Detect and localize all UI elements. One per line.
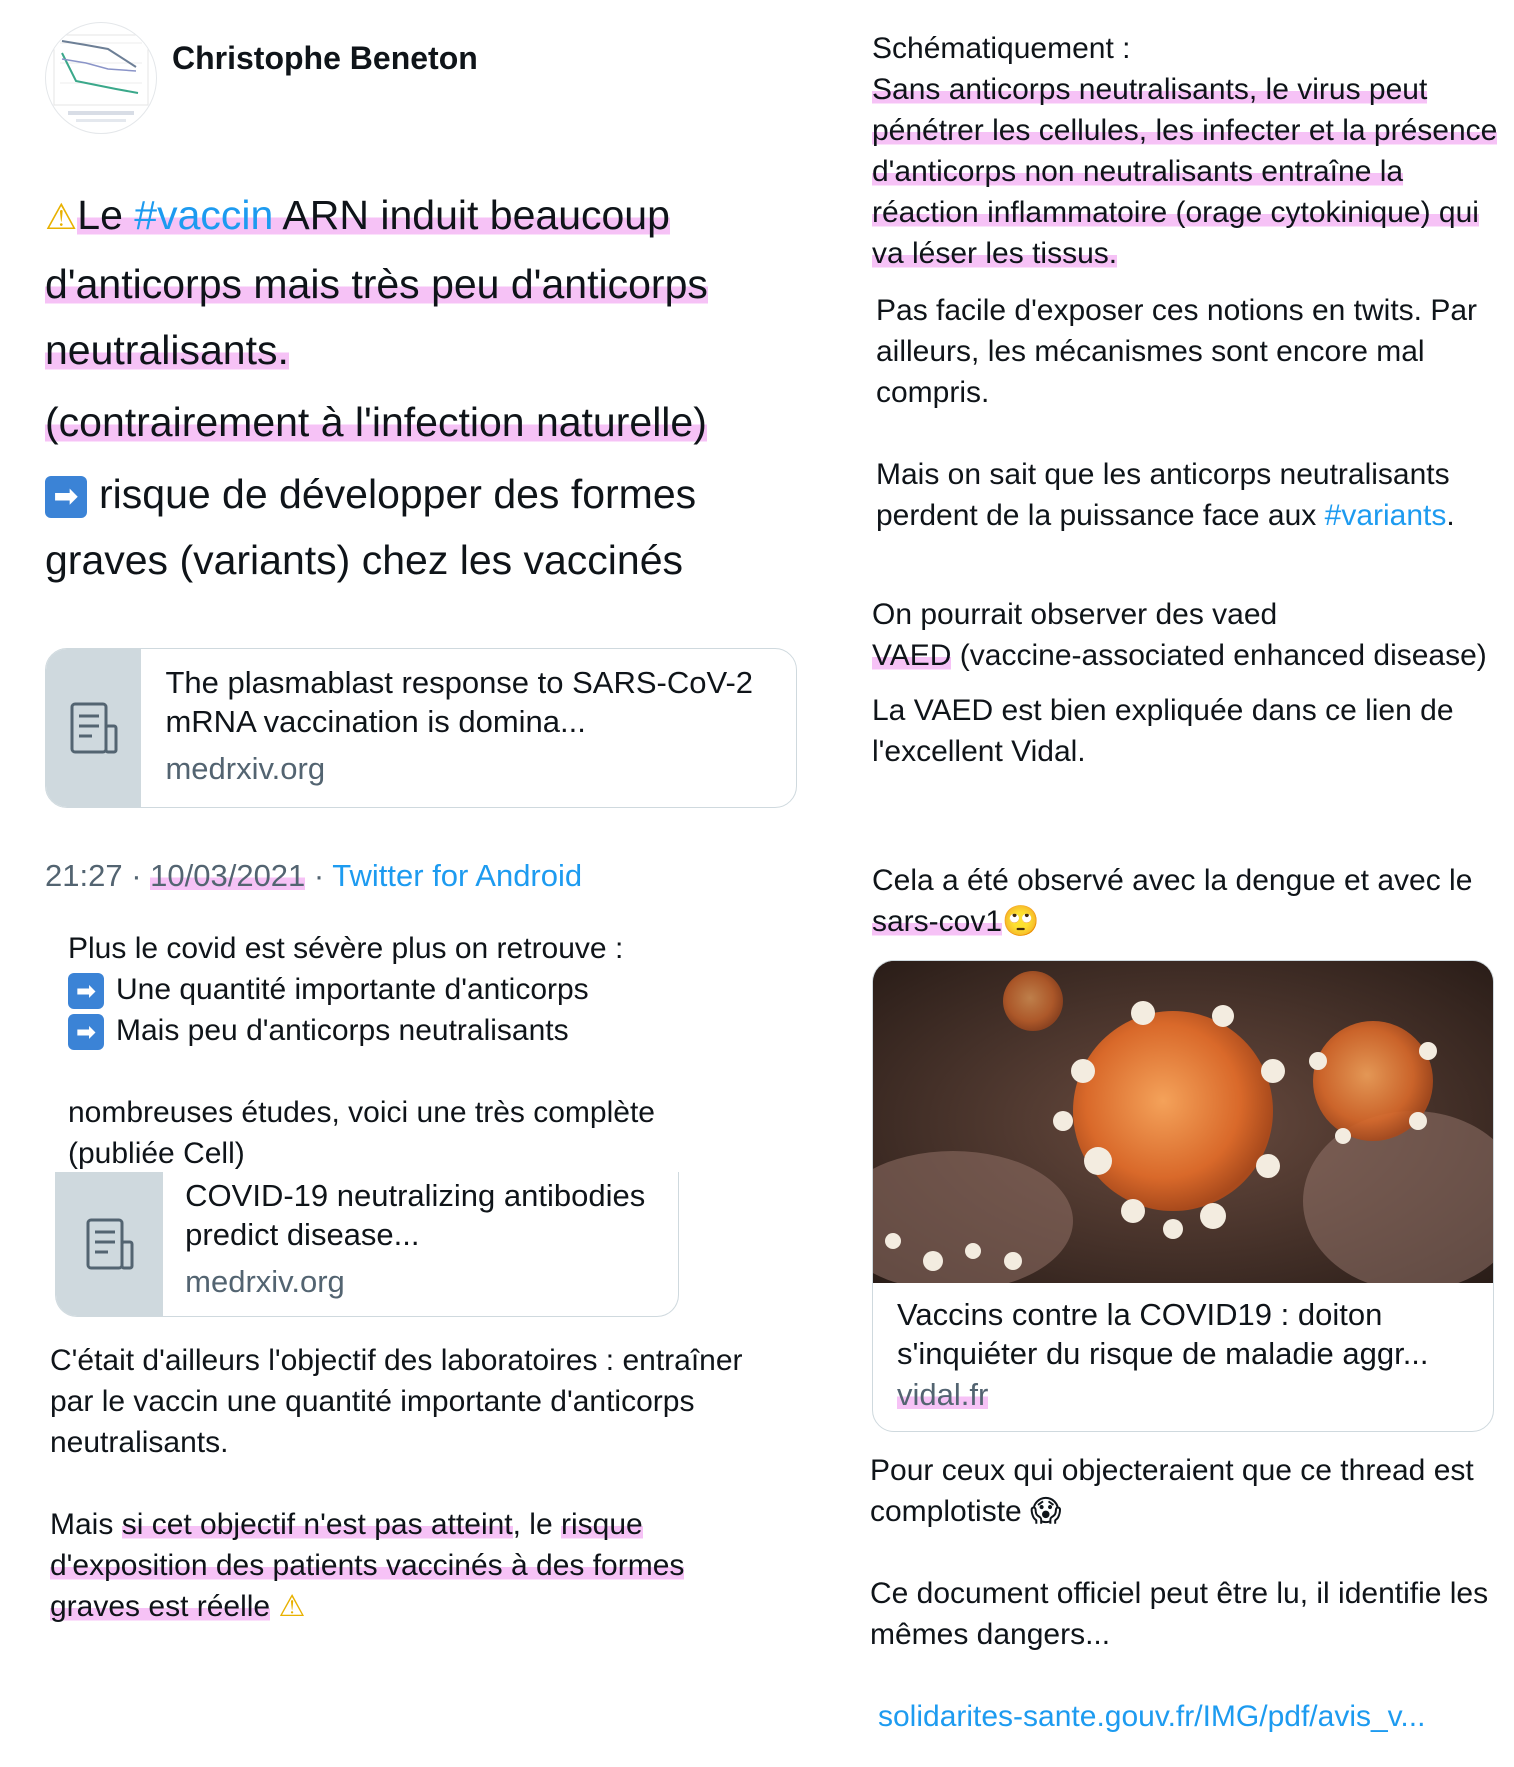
card-title: Vaccins contre la COVID19 : doiton s'inquiéter du risque de maladie aggr... — [897, 1297, 1429, 1371]
solidarites-sante-link[interactable]: solidarites-sante.gouv.fr/IMG/pdf/avis_v... — [878, 1700, 1426, 1733]
explain-para2: Mais on sait que les anticorps neutralisants perdent de la puissance face aux — [876, 458, 1450, 532]
tweet-time: 21:27 — [45, 858, 123, 893]
tweet-text-2: (contrairement à l'infection naturelle) — [45, 399, 707, 445]
tweet-dengue — [872, 860, 1512, 942]
tweet-schema — [872, 28, 1512, 274]
explain-period: . — [1446, 499, 1455, 532]
reply2-para1: C'était d'ailleurs l'objectif des laboratoires : entraîner par le vaccin une quantité importante d'anticorps neutralisants. — [50, 1344, 743, 1459]
reply2-highlight: si cet objectif n'est pas atteint — [121, 1508, 513, 1541]
link-card-covid19-antibodies[interactable] — [55, 1172, 679, 1317]
tweet-date[interactable]: 10/03/2021 — [150, 858, 306, 893]
reply2-text: Mais — [50, 1508, 122, 1541]
reply1-line4: nombreuses études, voici une très complète (publiée Cell) — [68, 1096, 655, 1170]
complot-text: Pour ceux qui objecteraient que ce thread est complotiste — [870, 1454, 1474, 1528]
avatar-chart-image — [46, 23, 156, 133]
reply2-text: , le — [512, 1508, 561, 1541]
virus-illustration — [873, 961, 1493, 1283]
vaed-highlight: VAED — [872, 639, 952, 672]
hashtag-vaccin[interactable]: #vaccin — [134, 192, 274, 238]
dengue-highlight: sars-cov1 — [872, 905, 1003, 938]
dengue-text: Cela a été observé avec la dengue et avec le — [872, 864, 1473, 897]
tweet-text-3: risque de développer des formes graves (variants) chez les vaccinés — [45, 471, 697, 583]
arrow-right-icon: ➡ — [45, 476, 87, 518]
avatar[interactable] — [45, 22, 157, 134]
meta-separator: · — [122, 858, 151, 893]
reply1-item2: Mais peu d'anticorps neutralisants — [116, 1014, 569, 1047]
document-text: Ce document officiel peut être lu, il identifie les mêmes dangers... — [870, 1577, 1489, 1651]
tweet-client-link[interactable]: Twitter for Android — [332, 858, 583, 893]
article-icon — [80, 1214, 140, 1274]
tweet-vaed — [872, 594, 1512, 786]
vaed-line1: On pourrait observer des vaed — [872, 598, 1278, 631]
tweet-explain — [876, 290, 1514, 577]
reply1-item1: Une quantité importante d'anticorps — [116, 973, 589, 1006]
card-thumbnail — [56, 1172, 163, 1316]
arrow-right-icon: ➡ — [68, 973, 104, 1009]
card-domain: vidal.fr — [897, 1377, 989, 1412]
tweet-complot — [870, 1450, 1510, 1696]
explain-para1: Pas facile d'exposer ces notions en twits. Par ailleurs, les mécanismes sont encore mal compris. — [876, 294, 1478, 409]
arrow-right-icon: ➡ — [68, 1014, 104, 1050]
schema-title: Schématiquement : — [872, 32, 1131, 65]
reply-tweet-1 — [68, 928, 748, 1174]
virus-image — [873, 961, 1493, 1283]
card-thumbnail — [46, 649, 141, 807]
reply-tweet-2 — [50, 1340, 770, 1668]
main-tweet-text — [45, 182, 805, 593]
hashtag-variants[interactable]: #variants — [1324, 499, 1447, 532]
warning-icon: ⚠ — [278, 1589, 306, 1624]
article-icon — [64, 698, 124, 758]
warning-icon: ⚠ — [45, 197, 78, 238]
link-card-plasmablast[interactable] — [45, 648, 797, 808]
vaed-line2: (vaccine-associated enhanced disease) — [951, 639, 1487, 672]
link-card-vidal[interactable] — [872, 960, 1494, 1432]
author-name[interactable]: Christophe Beneton — [172, 40, 478, 76]
schema-body: Sans anticorps neutralisants, le virus peut pénétrer les cellules, les infecter et la présence d'anticorps non neutralisants entraîne la réaction inflammatoire (orage cytokinique) qui va léser les tissus. — [872, 73, 1498, 270]
reply1-line1: Plus le covid est sévère plus on retrouve : — [68, 932, 624, 965]
tweet-text-1: Le — [77, 192, 135, 238]
card-title: The plasmablast response to SARS-CoV-2 mRNA vaccination is domina... — [165, 665, 754, 739]
eye-roll-emoji: 🙄 — [1002, 904, 1040, 939]
card-domain: medrxiv.org — [165, 751, 326, 786]
reply2-highlight: risque d'exposition des patients vaccinés à des formes graves est réelle — [50, 1508, 685, 1623]
card-title: COVID-19 neutralizing antibodies predict disease... — [185, 1178, 646, 1252]
card-domain: medrxiv.org — [185, 1264, 345, 1299]
tweet-text-1b: ARN induit beaucoup d'anticorps mais très peu d'anticorps neutralisants. — [45, 192, 708, 373]
tweet-meta — [45, 858, 582, 894]
scream-emoji: 😱 — [1030, 1494, 1062, 1529]
meta-separator: · — [305, 858, 333, 893]
vaed-line3: La VAED est bien expliquée dans ce lien de l'excellent Vidal. — [872, 694, 1454, 768]
